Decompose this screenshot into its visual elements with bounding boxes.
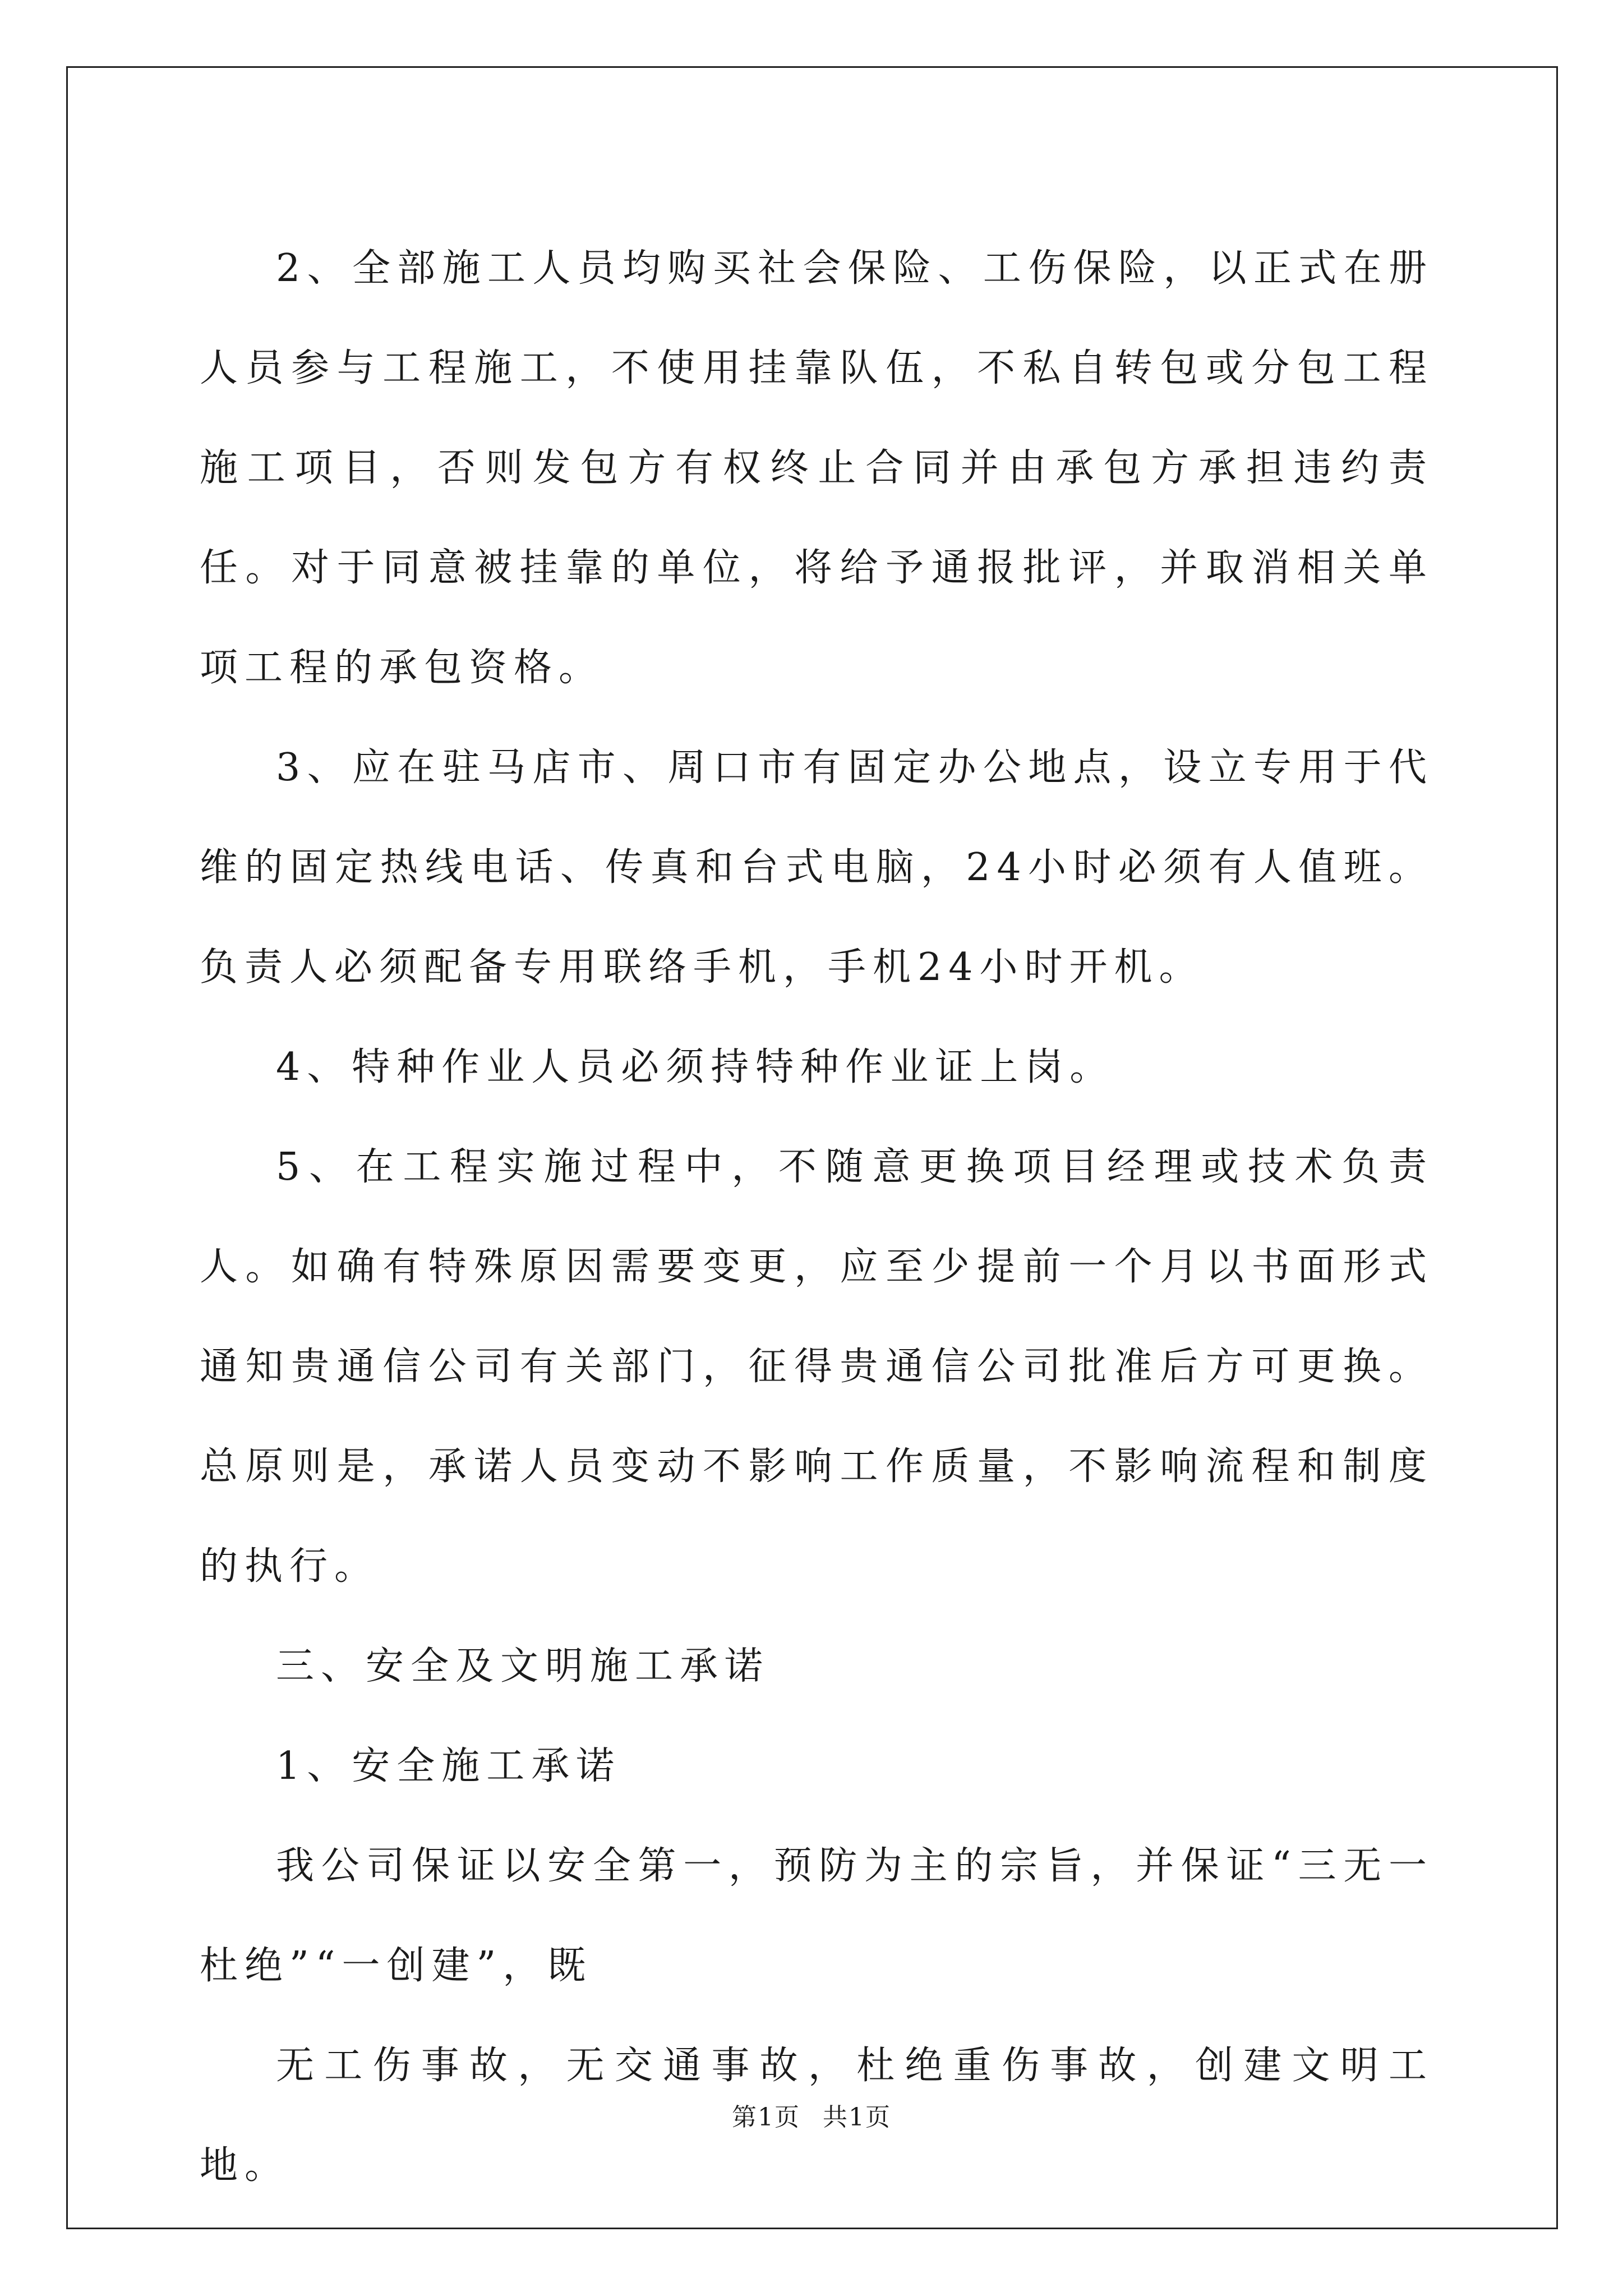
paragraph-safety-pledge: 我公司保证以安全第一，预防为主的宗旨，并保证“三无一杜绝”“一创建”，既 — [200, 1844, 1433, 1988]
subsection-heading-safe-construction: 1、安全施工承诺 — [276, 1744, 621, 1788]
page-number-total: 共1页 — [823, 2103, 891, 2132]
page-number-current: 第1页 — [732, 2103, 800, 2132]
paragraph-safety-goals: 无工伤事故，无交通事故，杜绝重伤事故，创建文明工地。 — [200, 2044, 1433, 2188]
page-footer — [0, 2097, 1623, 2133]
paragraph-item-2: 2、全部施工人员均购买社会保险、工伤保险，以正式在册人员参与工程施工，不使用挂靠队伍，不私自转包或分包工程施工项目，否则发包方有权终止合同并由承包方承担违约责任。对于同意被挂靠的单位，将给予通报批评，并取消相关单项工程的承包资格。 — [200, 246, 1433, 690]
paragraph-item-4: 4、特种作业人员必须持特种作业证上岗。 — [276, 1045, 1115, 1089]
paragraph-item-3: 3、应在驻马店市、周口市有固定办公地点，设立专用于代维的固定热线电话、传真和台式电脑，24小时必须有人值班。负责人必须配备专用联络手机，手机24小时开机。 — [200, 746, 1433, 990]
paragraph-item-5: 5、在工程实施过程中，不随意更换项目经理或技术负责人。如确有特殊原因需要变更，应至少提前一个月以书面形式通知贵通信公司有关部门，征得贵通信公司批准后方可更换。总原则是，承诺人员变动不影响工作质量，不影响流程和制度的执行。 — [200, 1145, 1433, 1589]
section-heading-safety: 三、安全及文明施工承诺 — [276, 1644, 770, 1688]
document-body — [200, 219, 1433, 2216]
